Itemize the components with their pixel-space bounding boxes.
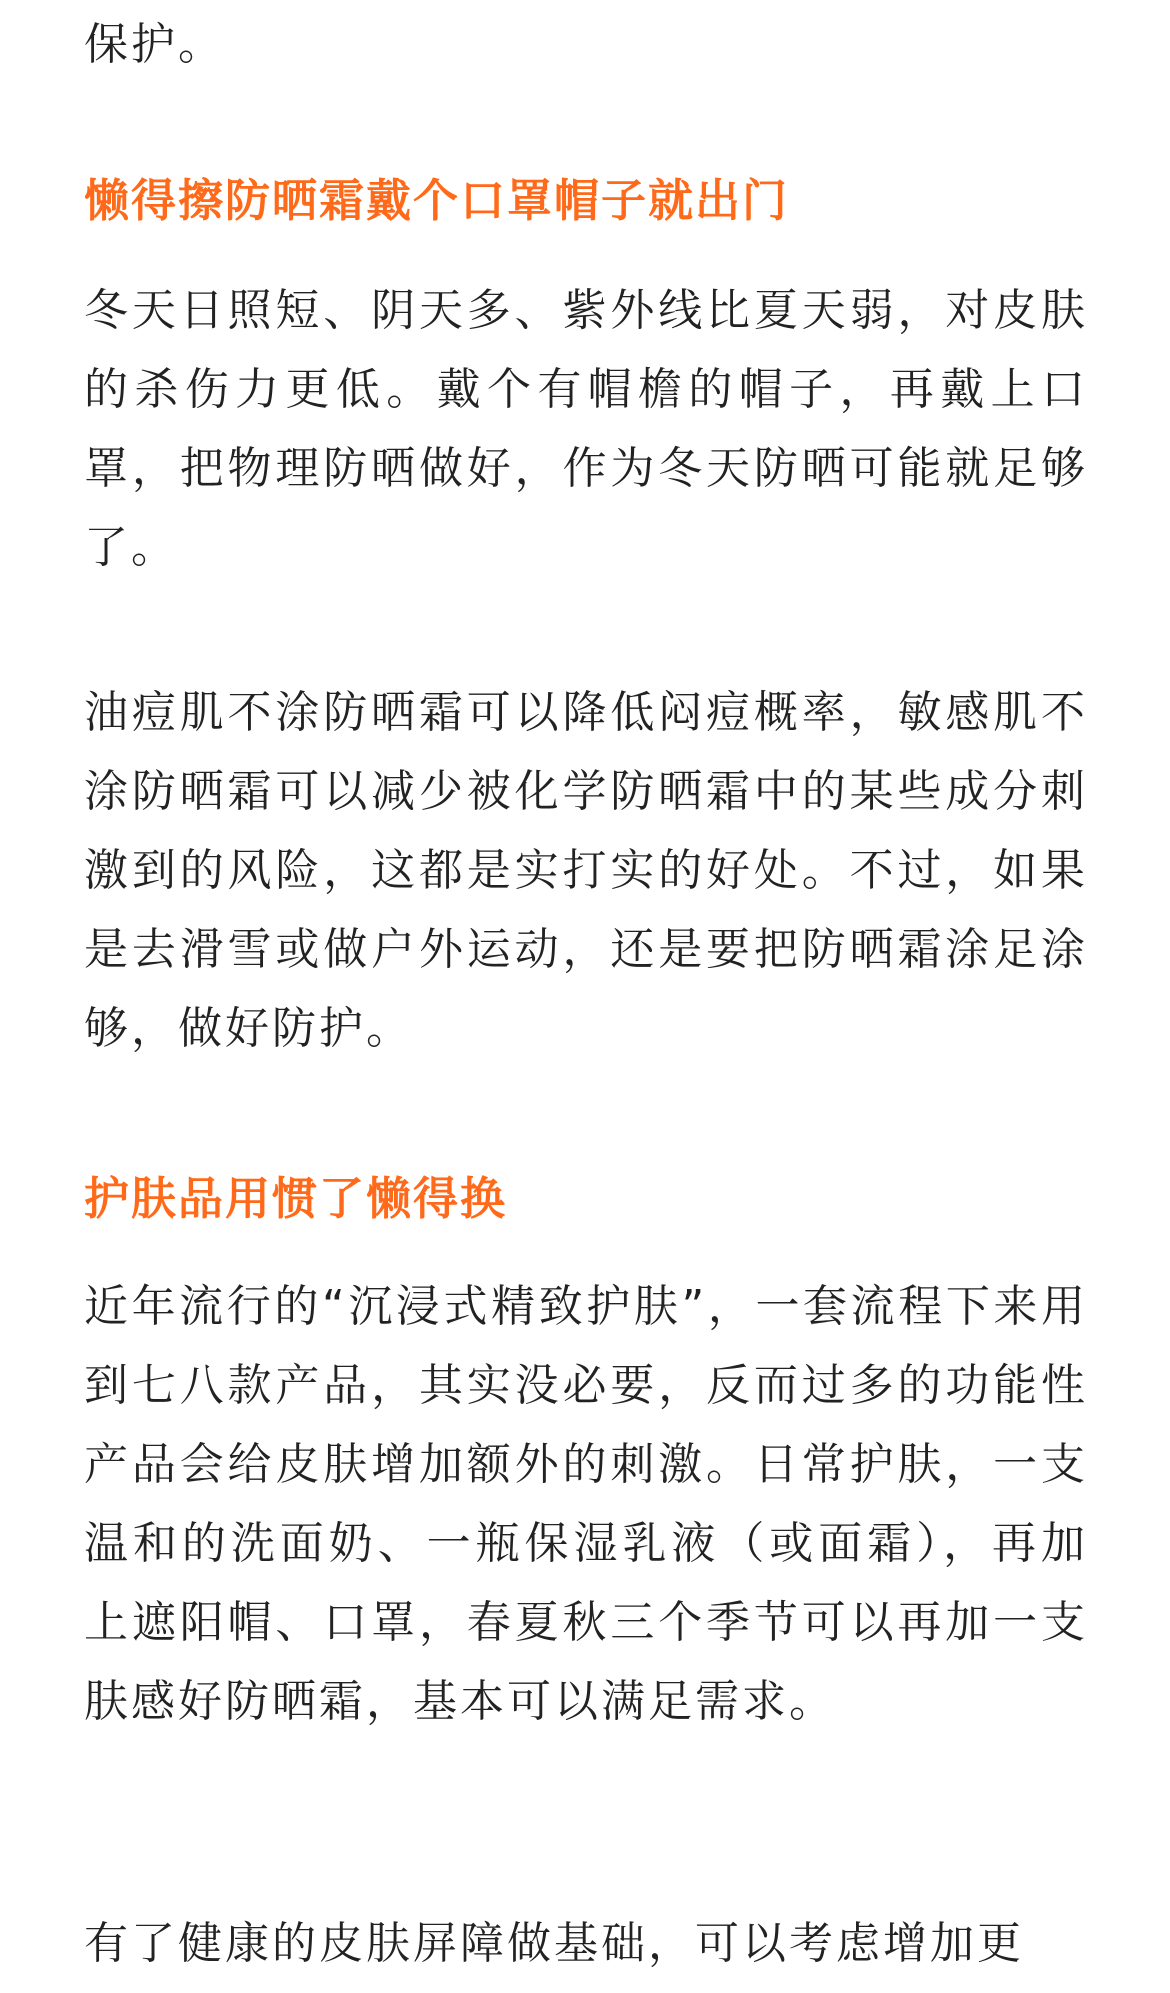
paragraph-skin-barrier: 有了健康的皮肤屏障做基础，可以考虑增加更: [84, 1918, 1024, 1969]
paragraph-intro-tail: 保护。: [84, 19, 225, 70]
paragraph-immersive-skincare: 近年流行的“沉浸式精致护肤”，一套流程下来用到七八款产品，其实没必要，反而过多的功能性产品会给皮肤增加额外的刺激。日常护肤，一支温和的洗面奶、一瓶保湿乳液（或面霜），再加上遮阳帽、口罩，春夏秋三个季节可以再加一支肤感好防晒霜，基本可以满足需求。: [84, 1281, 1088, 1727]
paragraph-winter-sun: 冬天日照短、阴天多、紫外线比夏天弱，对皮肤的杀伤力更低。戴个有帽檐的帽子，再戴上口罩，把物理防晒做好，作为冬天防晒可能就足够了。: [84, 285, 1088, 573]
paragraph-skin-types: 油痘肌不涂防晒霜可以降低闷痘概率，敏感肌不涂防晒霜可以减少被化学防晒霜中的某些成分刺激到的风险，这都是实打实的好处。不过，如果是去滑雪或做户外运动，还是要把防晒霜涂足涂够，做好防护。: [84, 687, 1088, 1054]
section-heading-sunscreen: 懒得擦防晒霜戴个口罩帽子就出门: [84, 174, 790, 227]
section-heading-skincare-products: 护肤品用惯了懒得换: [84, 1172, 508, 1225]
